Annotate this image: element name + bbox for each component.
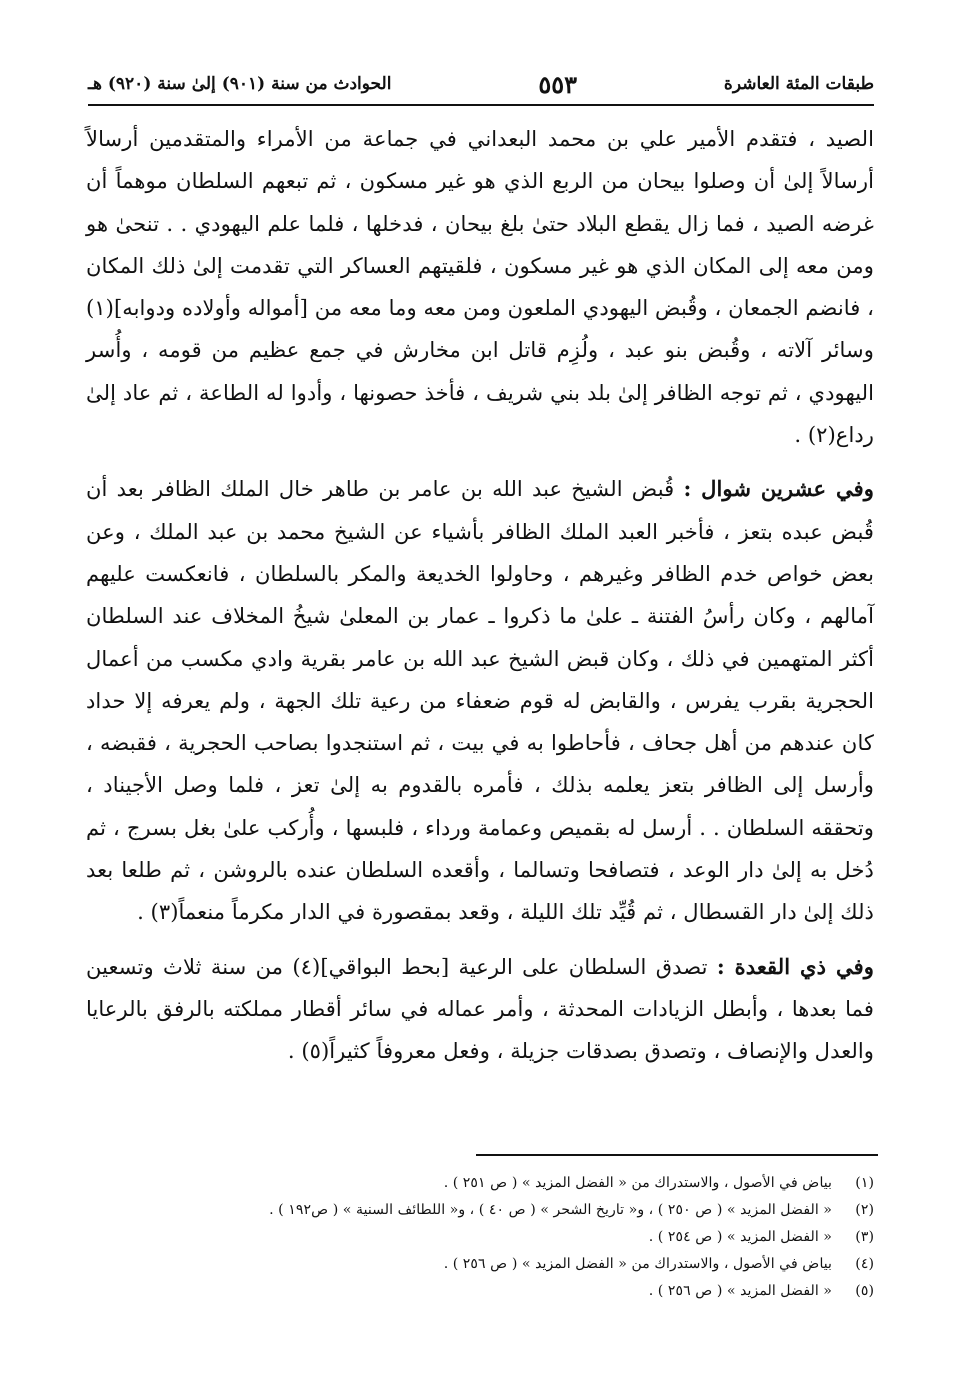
- footnote-text: « الفضل المزيد » ( ص ٢٥٠ ) ، و« تاريخ الشحر » ( ص ٤٠ ) ، و« اللطائف السنية » ( ص١٩٢ ) .: [269, 1202, 832, 1218]
- paragraph-2: [86, 468, 874, 933]
- footnote-3: [100, 1224, 874, 1251]
- footnote-text: « الفضل المزيد » ( ص ٢٥٦ ) .: [648, 1283, 832, 1299]
- running-header: [88, 64, 874, 106]
- footnotes: [100, 1170, 874, 1305]
- paragraph-3: [86, 946, 874, 1073]
- footnote-number: (٤): [855, 1256, 874, 1272]
- footnote-number: (١): [855, 1175, 874, 1191]
- footnote-separator: [476, 1154, 878, 1156]
- main-text: [86, 118, 874, 1073]
- footnote-text: بياض في الأصول ، والاستدراك من « الفضل المزيد » ( ص ٢٥١ ) .: [443, 1175, 832, 1191]
- footnote-5: [100, 1278, 874, 1305]
- footnote-number: (٥): [855, 1283, 874, 1299]
- paragraph-text: الصيد ، فتقدم الأمير علي بن محمد البعداني في جماعة من الأمراء والمتقدمين أرسالاً أرسالاً إلىٰ أن وصلوا بيحان من الربع الذي هو غير مسكون ، ثم تبعهم السلطان موهماً أن غرضه الصيد ، فما زال يقطع البلاد حتىٰ بلغ بيحان ، فدخلها ، فلما علم اليهودي . . تنحىٰ هو ومن معه إلى المكان الذي هو غير مسكون ، فلقيتهم العساكر التي تقدمت إلىٰ ذلك المكان ، فانضم الجمعان ، وقُبض اليهودي الملعون ومن معه وما معه من [أمواله وأولاده ودوابه](١) وسائر آلاته ، وقُبض بنو عبد ، ولُزِم قاتل ابن مخارش في جمع عظيم من قومه ، وأُسر اليهودي ، ثم توجه الظافر إلىٰ بلد بني شريف ، فأخذ حصونها ، وأدوا له الطاعة ، ثم عاد إلىٰ رداع(٢) .: [86, 126, 874, 448]
- footnote-1: [100, 1170, 874, 1197]
- header-section-title: الحوادث من سنة (٩٠١) إلىٰ سنة (٩٢٠) هـ: [88, 74, 392, 94]
- paragraph-1: [86, 118, 874, 456]
- paragraph-lead: وفي عشرين شوال :: [683, 476, 874, 502]
- paragraph-lead: وفي ذي القعدة :: [716, 953, 874, 979]
- paragraph-text: قُبض الشيخ عبد الله بن عامر بن طاهر خال الملك الظافر بعد أن قُبض عبده بتعز ، فأخبر العبد الملك الظافر بأشياء عن الشيخ محمد بن عبد الملك ، وعن بعض خواص خدم الظافر وغيرهم ، وحاولوا الخديعة والمكر بالسلطان ، فانعكست عليهم آمالهم ، وكان رأسُ الفتنة ـ علىٰ ما ذكروا ـ عمار بن المعلىٰ شيخُ المخلاف عند السلطان أكثر المتهمين في ذلك ، وكان قبض الشيخ عبد الله بن عامر بقرية وادي مكسب من أعمال الحجرية بقرب يفرس ، والقابض له قوم ضعفاء من رعية تلك الجهة ، ولم يعرفه إلا حداد كان عندهم من أهل جحاف ، فأحاطوا به في بيت ، ثم استنجدوا بصاحب الحجرية ، فقبضه ، وأرسل إلى الظافر بتعز يعلمه بذلك ، فأمره بالقدوم به إلىٰ تعز ، فلما وصل الأجيناد ، وتحققه السلطان . . أرسل له بقميص وعمامة ورداء ، فلبسها ، وأُركب علىٰ بغل بسرج ، ثم دُخل به إلىٰ دار الوعد ، فتصافحا وتسالما ، وأقعده السلطان عنده بالروشن ، ثم طلعا بعد ذلك إلىٰ دار القسطال ، ثم قُيِّد تلك الليلة ، وقعد بمقصورة في الدار مكرماً منعماً(٣) .: [86, 476, 874, 925]
- footnote-4: [100, 1251, 874, 1278]
- paragraph-text: تصدق السلطان على الرعية [بحط البواقي](٤) من سنة ثلاث وتسعين فما بعدها ، وأبطل الزيادات المحدثة ، وأمر عماله في سائر أقطار مملكته بالرفق بالرعايا والعدل والإنصاف ، وتصدق بصدقات جزيلة ، وفعل معروفاً كثيراً(٥) .: [86, 953, 874, 1064]
- footnote-text: بياض في الأصول ، والاستدراك من « الفضل المزيد » ( ص ٢٥٦ ) .: [443, 1256, 832, 1272]
- page-number: ٥٥٣: [538, 69, 578, 99]
- footnote-number: (٣): [855, 1229, 874, 1245]
- header-book-title: طبقات المئة العاشرة: [723, 74, 874, 94]
- footnote-text: « الفضل المزيد » ( ص ٢٥٤ ) .: [648, 1229, 832, 1245]
- footnote-2: [100, 1197, 874, 1224]
- footnote-number: (٢): [855, 1202, 874, 1218]
